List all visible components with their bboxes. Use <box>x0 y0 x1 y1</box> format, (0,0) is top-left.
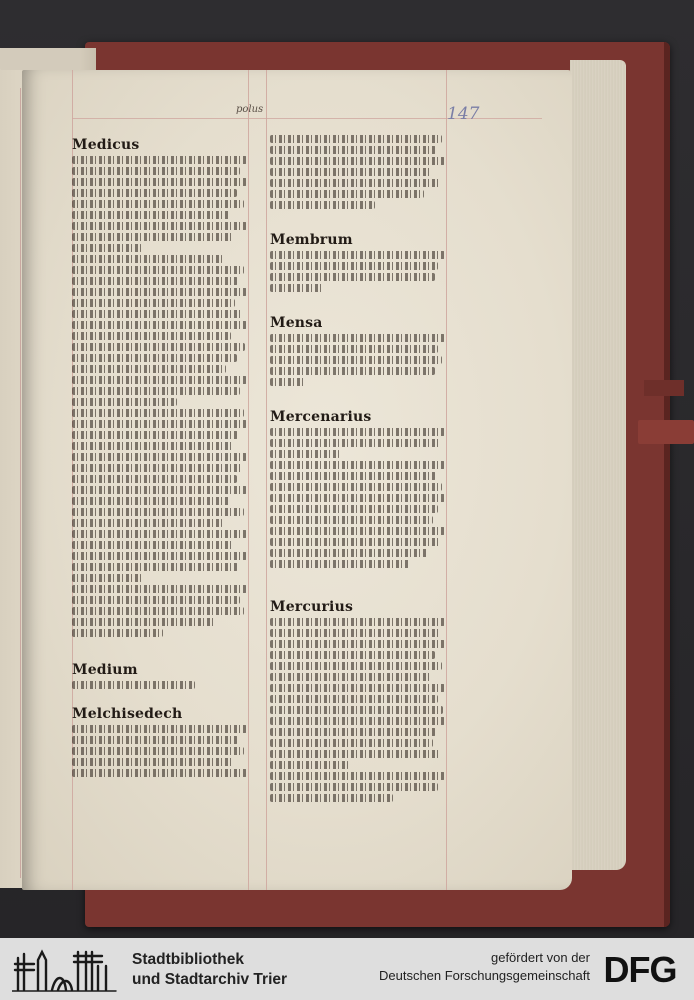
entry-melchisedech <box>72 703 247 777</box>
library-name <box>132 950 287 990</box>
entry-heading: Mercurius <box>270 599 354 615</box>
dfg-logo-text: DFG <box>603 949 677 989</box>
footer-bar <box>0 938 694 1000</box>
entry-mercenarius <box>270 406 445 568</box>
library-logo-icon <box>12 946 120 992</box>
entry-heading: Mercenarius <box>270 409 372 425</box>
page-edges <box>570 60 626 870</box>
right-column <box>270 132 445 802</box>
entry-heading: Membrum <box>270 232 353 248</box>
folio-number: 147 <box>447 104 480 124</box>
dfg-logo-icon <box>592 949 688 989</box>
funding-note: gefördert von der <box>490 950 590 965</box>
funder-name: Deutschen Forschungsgemeinschaft <box>378 968 590 983</box>
entry-heading: Mensa <box>270 315 323 331</box>
entry-heading: Medicus <box>72 137 140 153</box>
entry-heading: Medium <box>72 662 138 678</box>
entry-mensa <box>270 312 445 386</box>
entry-heading: Melchisedech <box>72 706 183 722</box>
book-clasp <box>638 420 694 444</box>
entry-membrum <box>270 229 445 292</box>
entry-medium <box>72 659 247 689</box>
running-header: polus <box>236 104 264 115</box>
book-clasp-strap <box>644 380 684 396</box>
left-page-clip <box>0 48 80 70</box>
entry-mercurius <box>270 596 445 802</box>
manuscript-page <box>22 70 572 890</box>
entry-continuation <box>270 135 445 209</box>
left-column <box>72 134 247 777</box>
entry-medicus <box>72 134 247 637</box>
library-name-line1: Stadtbibliothek <box>132 951 244 968</box>
library-name-line2: und Stadtarchiv Trier <box>132 971 288 988</box>
